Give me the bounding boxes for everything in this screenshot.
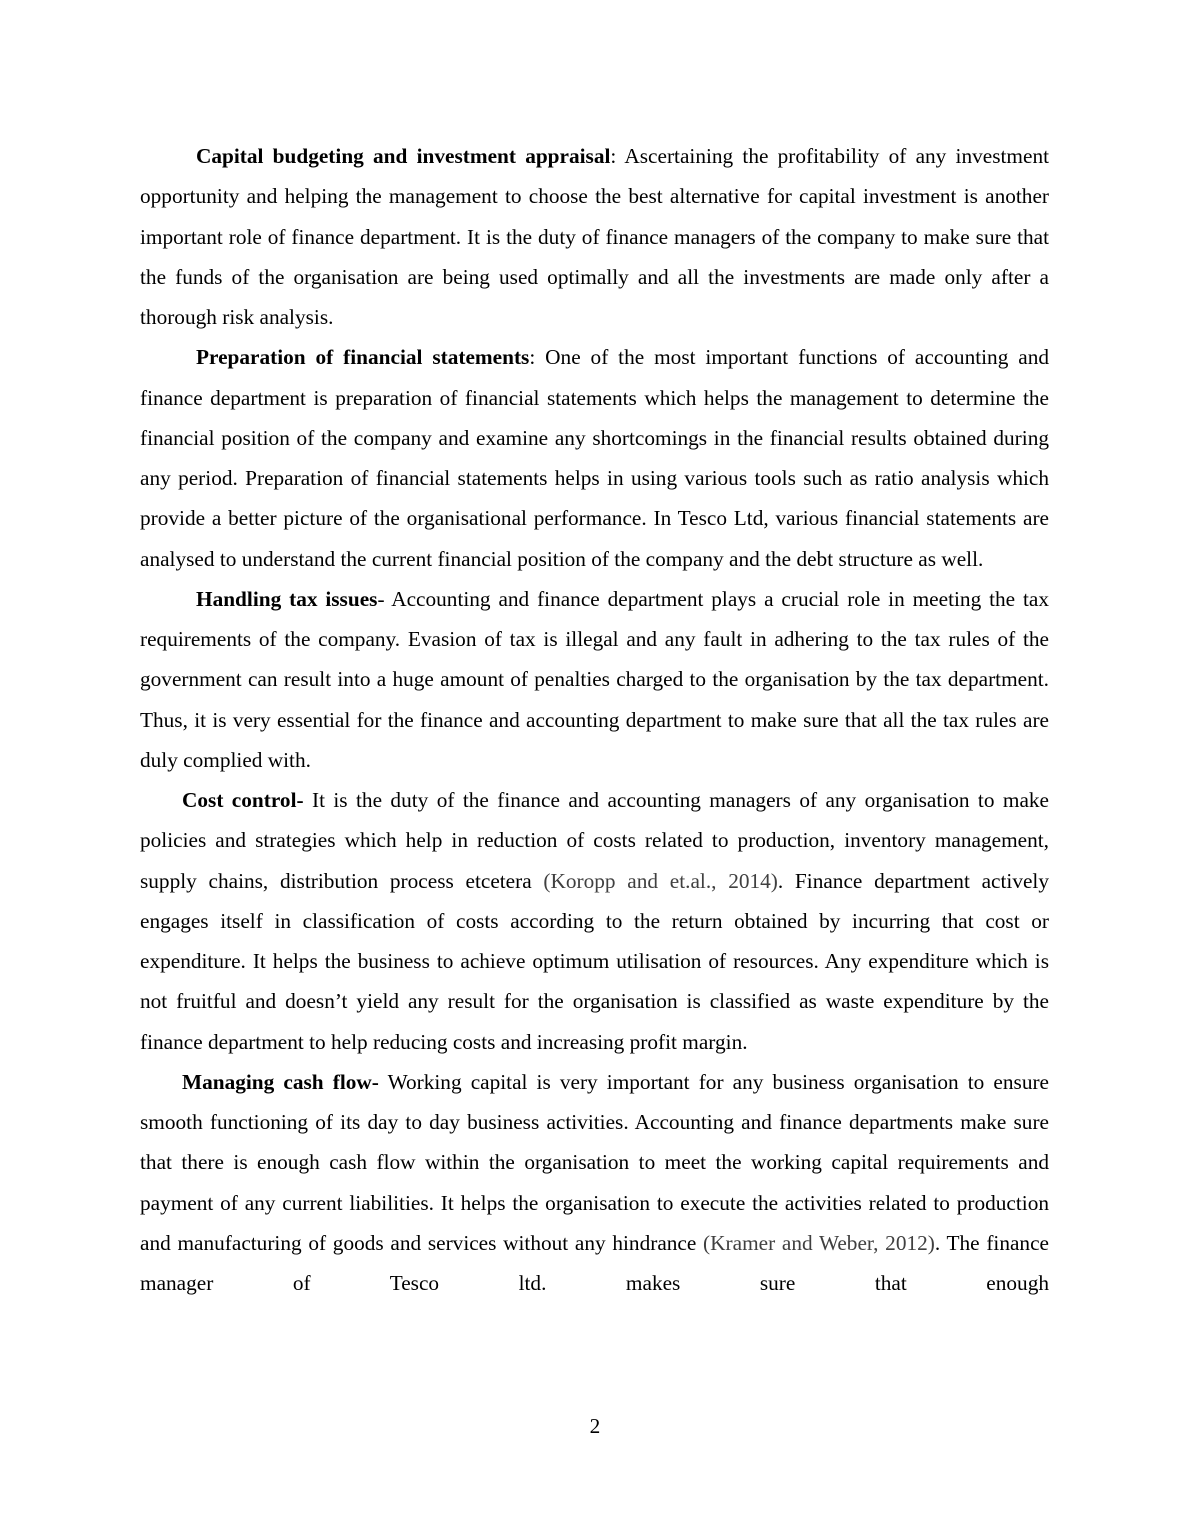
paragraph-cost-control: Cost control- It is the duty of the finance and accounting managers of any organisation to make policies and strategies which help in reduction of costs related to production, inventory management, supply chains, distribution process etcetera (Koropp and et.al., 2014). Finance department actively engages itself in classification of costs according to the return obtained by incurring that cost or expenditure. It helps the business to achieve optimum utilisation of resources. Any expenditure which is not fruitful and doesn’t yield any result for the organisation is classified as waste expenditure by the finance department to help reducing costs and increasing profit margin. xyxy=(140,788,1049,1054)
paragraph-capital-budgeting: Capital budgeting and investment appraisal: Ascertaining the profitability of any investment opportunity and helping the management to choose the best alternative for capital investment is another important role of finance department. It is the duty of finance managers of the company to make sure that the funds of the organisation are being used optimally and all the investments are made only after a thorough risk analysis. xyxy=(140,144,1050,329)
document-body xyxy=(140,136,1049,1303)
paragraph-heading: Handling tax issues xyxy=(196,586,378,611)
citation: (Koropp and et.al., 2014) xyxy=(543,868,778,893)
paragraph-cash-flow: Managing cash flow- Working capital is very important for any business organisation to ensure smooth functioning of its day to day business activities. Accounting and finance departments make sure that there is enough cash flow within the organisation to meet the working capital requirements and payment of any current liabilities. It helps the organisation to execute the activities related to production and manufacturing of goods and services without any hindrance (Kramer and Weber, 2012). The finance manager of Tesco ltd. makes sure that enough xyxy=(140,1069,1050,1295)
paragraph-financial-statements: Preparation of financial statements: One of the most important functions of accounting and finance department is preparation of financial statements which helps the management to determine the financial position of the company and examine any shortcomings in the financial results obtained during any period. Preparation of financial statements helps in using various tools such as ratio analysis which provide a better picture of the organisational performance. In Tesco Ltd, various financial statements are analysed to understand the current financial position of the company and the debt structure as well. xyxy=(140,345,1049,571)
paragraph-heading: Managing cash flow- xyxy=(182,1069,379,1094)
paragraph-heading: Preparation of financial statements xyxy=(196,345,530,370)
citation: (Kramer and Weber, 2012) xyxy=(703,1230,935,1255)
page-number: 2 xyxy=(589,1414,601,1438)
paragraph-tax-issues: Handling tax issues- Accounting and finance department plays a crucial role in meeting the tax requirements of the company. Evasion of tax is illegal and any fault in adhering to the tax rules of the government can result into a huge amount of penalties charged to the organisation by the tax department. Thus, it is very essential for the finance and accounting department to make sure that all the tax rules are duly complied with. xyxy=(140,586,1049,772)
paragraph-heading: Cost control- xyxy=(182,788,304,812)
paragraph-heading: Capital budgeting and investment appraisal xyxy=(196,144,611,168)
